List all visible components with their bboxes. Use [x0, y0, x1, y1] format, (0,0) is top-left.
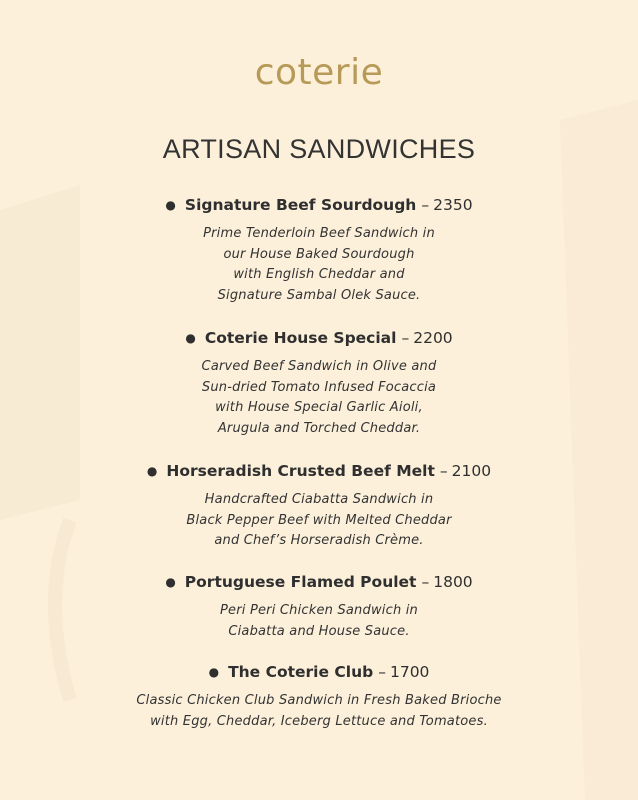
description-line: with House Special Garlic Aioli, — [215, 400, 423, 416]
menu-item-heading: ● Horseradish Crusted Beef Melt – 2100 — [146, 462, 492, 480]
menu-item-name: Coterie House Special — [204, 329, 397, 347]
menu-item-heading: ● Signature Beef Sourdough – 2350 — [165, 196, 473, 214]
description-line: Sun-dried Tomato Infused Focaccia — [201, 379, 437, 395]
page-title: ARTISAN SANDWICHES — [162, 134, 476, 164]
description-line: with Egg, Cheddar, Iceberg Lettuce and Tomatoes. — [150, 713, 488, 729]
menu-item — [0, 328, 638, 439]
bullet-icon: ● — [208, 665, 220, 679]
menu-item-description — [0, 357, 638, 439]
menu-item-price: 2350 — [433, 196, 473, 214]
menu-item-heading: ● Coterie House Special – 2200 — [185, 329, 453, 347]
description-line: Prime Tenderloin Beef Sandwich in — [203, 226, 435, 241]
description-line: Arugula and Torched Cheddar. — [217, 420, 421, 436]
menu-item-description — [0, 490, 638, 552]
menu-item — [0, 662, 638, 732]
menu-item — [0, 195, 638, 306]
description-line: Signature Sambal Olek Sauce. — [217, 287, 421, 303]
bullet-icon: ● — [185, 331, 196, 345]
menu-item-name: Horseradish Crusted Beef Melt — [166, 462, 435, 480]
brand-logo: coterie — [254, 52, 384, 93]
menu-item-heading: ● The Coterie Club – 1700 — [208, 663, 430, 681]
bullet-icon: ● — [165, 575, 176, 589]
description-line: our House Baked Sourdough — [223, 246, 415, 262]
menu-item-price: 1700 — [389, 663, 430, 681]
menu-item-description — [0, 601, 638, 642]
description-line: Classic Chicken Club Sandwich in Fresh Baked Brioche — [136, 693, 502, 708]
description-line: Handcrafted Ciabatta Sandwich in — [204, 492, 434, 507]
menu-item-name: Portuguese Flamed Poulet — [184, 573, 417, 591]
description-line: Ciabatta and House Sauce. — [228, 623, 410, 639]
description-line: Peri Peri Chicken Sandwich in — [220, 603, 418, 618]
description-line: with English Cheddar and — [233, 267, 405, 283]
menu-item-price: 2200 — [413, 329, 453, 347]
description-line: Black Pepper Beef with Melted Cheddar — [186, 512, 452, 528]
menu-item — [0, 461, 638, 552]
menu-item-heading: ● Portuguese Flamed Poulet – 1800 — [165, 573, 473, 591]
menu-item — [0, 572, 638, 642]
description-line: and Chef’s Horseradish Crème. — [214, 533, 424, 549]
menu-item-name: Signature Beef Sourdough — [184, 196, 417, 214]
menu-item-description — [0, 691, 638, 732]
menu-item-price: 1800 — [433, 573, 473, 591]
bullet-icon: ● — [165, 198, 176, 212]
menu-item-name: The Coterie Club — [228, 663, 374, 681]
menu-item-price: 2100 — [451, 462, 492, 480]
menu-item-description — [0, 224, 638, 306]
description-line: Carved Beef Sandwich in Olive and — [201, 359, 437, 374]
bullet-icon: ● — [146, 464, 158, 478]
